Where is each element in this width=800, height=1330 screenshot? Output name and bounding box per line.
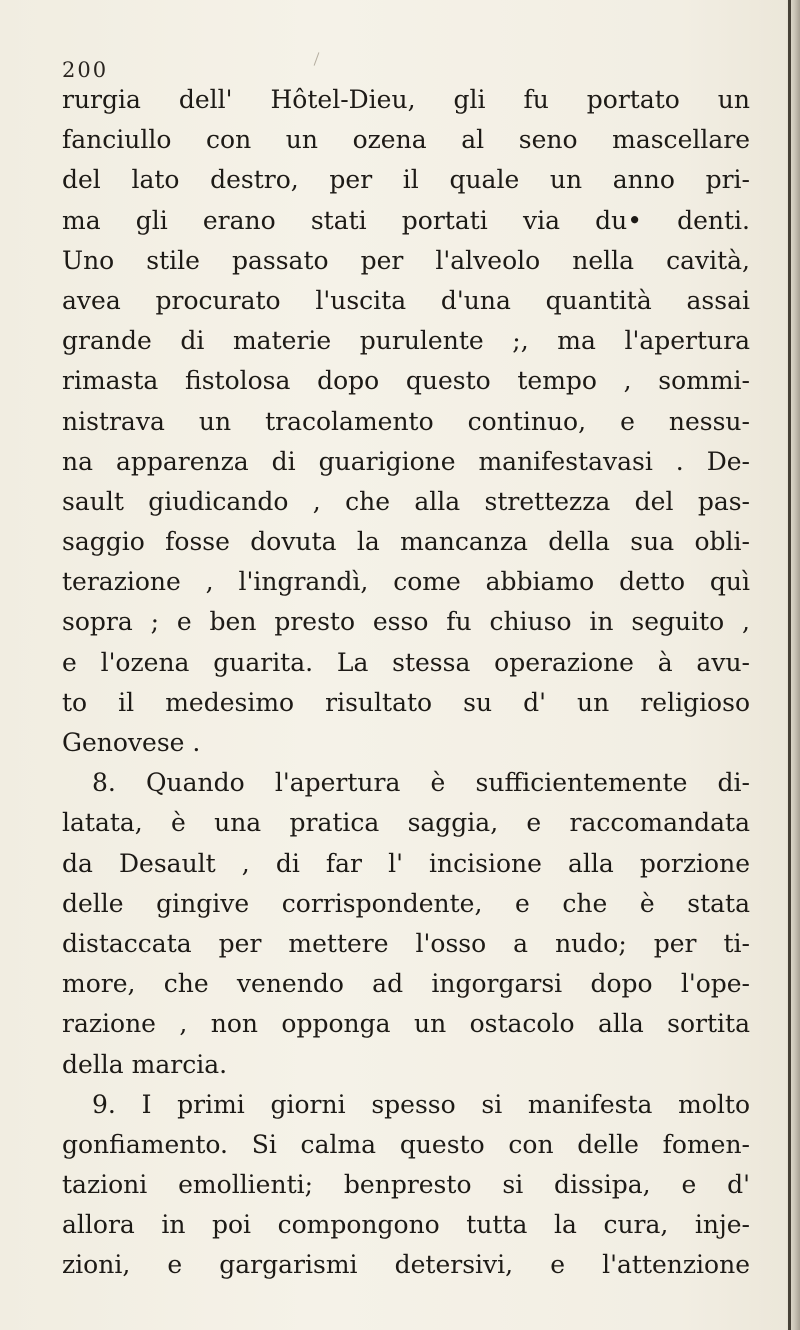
page-edge [788, 0, 791, 1330]
text-line: rurgia dell' Hôtel-Dieu, gli fu portato un [62, 85, 750, 114]
page-number: 200 [62, 58, 109, 82]
text-line: sault giudicando , che alla strettezza del pas- [62, 486, 750, 516]
text-line: saggio fosse dovuta la mancanza della sua obli- [62, 527, 750, 557]
text-line: more, che venendo ad ingorgarsi dopo l'ope- [62, 969, 750, 999]
text-line: razione , non opponga un ostacolo alla sortita [62, 1009, 750, 1039]
body-text [62, 80, 750, 1286]
text-line: Uno stile passato per l'alveolo nella cavità, [62, 245, 750, 275]
text-line: allora in poi compongono tutta la cura, inje- [62, 1210, 750, 1240]
text-line: na apparenza di guarigione manifestavasi . De- [62, 446, 750, 476]
text-line: Genovese . [62, 728, 201, 757]
text-line: avea procurato l'uscita d'una quantità assai [62, 285, 750, 315]
text-line: da Desault , di far l' incisione alla porzione [62, 848, 750, 878]
text-line: nistrava un tracolamento continuo, e nessu- [62, 406, 750, 436]
text-line: zioni, e gargarismi detersivi, e l'attenzione [62, 1250, 750, 1280]
text-line: rimasta fistolosa dopo questo tempo , sommi- [62, 366, 750, 396]
text-line: del lato destro, per il quale un anno pri- [62, 165, 750, 195]
text-line: fanciullo con un ozena al seno mascellare [62, 125, 750, 155]
paragraph-start: 8. Quando l'apertura è sufficientemente di- [92, 768, 750, 798]
text-line: latata, è una pratica saggia, e raccomandata [62, 808, 750, 838]
ink-mark [314, 52, 320, 65]
text-line: terazione , l'ingrandì, come abbiamo detto quì [62, 567, 750, 597]
text-line: grande di materie purulente ;, ma l'apertura [62, 326, 750, 356]
text-line: ma gli erano stati portati via du• denti. [62, 205, 750, 235]
text-line: della marcia. [62, 1049, 228, 1079]
text-line: tazioni emollienti; benpresto si dissipa, e d' [62, 1170, 750, 1200]
text-line: sopra ; e ben presto esso fu chiuso in seguito , [62, 607, 750, 637]
text-line: e l'ozena guarita. La stessa operazione à avu- [62, 647, 750, 677]
text-line: gonfiamento. Si calma questo con delle fomen- [62, 1129, 750, 1159]
text-line: delle gingive corrispondente, e che è stata [62, 888, 750, 918]
text-line: distaccata per mettere l'osso a nudo; per ti- [62, 928, 750, 958]
paragraph-start: 9. I primi giorni spesso si manifesta molto [92, 1089, 750, 1119]
text-line: to il medesimo risultato su d' un religioso [62, 687, 750, 717]
